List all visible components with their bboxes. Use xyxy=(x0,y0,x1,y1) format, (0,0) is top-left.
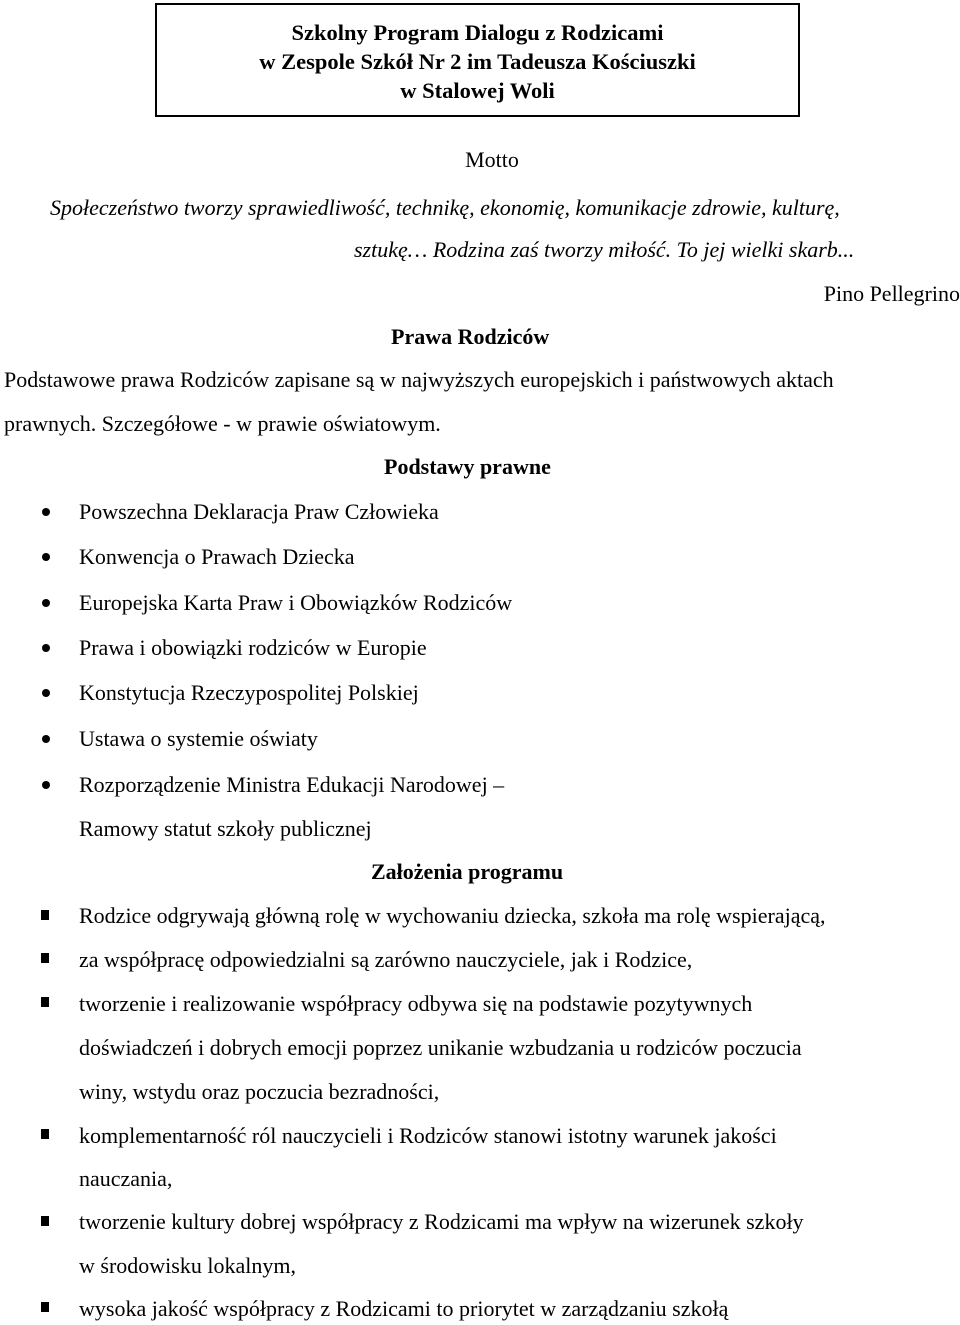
assumption-line: za współpracę odpowiedzialni są zarówno nauczyciele, jak i Rodzice, xyxy=(79,947,693,972)
rights-heading: Prawa Rodziców xyxy=(391,324,550,349)
legal-item: Powszechna Deklaracja Praw Człowieka xyxy=(79,499,439,524)
title-line-2: w Zespole Szkół Nr 2 im Tadeusza Kościuszki xyxy=(259,49,696,74)
bullet-dot-icon xyxy=(42,735,50,743)
assumption-line: tworzenie i realizowanie współpracy odbywa się na podstawie pozytywnych xyxy=(79,991,753,1016)
motto-label: Motto xyxy=(465,147,519,172)
assumption-line-continuation: w środowisku lokalnym, xyxy=(79,1253,296,1278)
legal-item: Konwencja o Prawach Dziecka xyxy=(79,544,355,569)
motto-quote-line-2: sztukę… Rodzina zaś tworzy miłość. To jej wielki skarb... xyxy=(354,237,855,262)
motto-author: Pino Pellegrino xyxy=(823,281,960,306)
bullet-dot-icon xyxy=(42,781,50,789)
bullet-dot-icon xyxy=(42,689,50,697)
assumptions-heading: Założenia programu xyxy=(371,859,564,884)
assumption-line-continuation: nauczania, xyxy=(79,1166,173,1191)
assumption-line: tworzenie kultury dobrej współpracy z Rodzicami ma wpływ na wizerunek szkoły xyxy=(79,1209,804,1234)
legal-item: Europejska Karta Praw i Obowiązków Rodziców xyxy=(79,590,513,615)
bullet-dot-icon xyxy=(42,508,50,516)
bullet-dot-icon xyxy=(42,599,50,607)
legal-item-continuation: Ramowy statut szkoły publicznej xyxy=(79,816,372,841)
title-box xyxy=(155,3,800,117)
bullet-dot-icon xyxy=(42,553,50,561)
bullet-square-icon xyxy=(41,1129,49,1139)
assumption-line-continuation: winy, wstydu oraz poczucia bezradności, xyxy=(79,1079,440,1104)
assumption-line: komplementarność ról nauczycieli i Rodziców stanowi istotny warunek jakości xyxy=(79,1123,777,1148)
bullet-square-icon xyxy=(41,910,49,920)
rights-text-line-2: prawnych. Szczegółowe - w prawie oświatowym. xyxy=(4,411,441,436)
motto-quote-line-1: Społeczeństwo tworzy sprawiedliwość, technikę, ekonomię, komunikacje zdrowie, kulturę, xyxy=(50,195,840,220)
legal-item: Prawa i obowiązki rodziców w Europie xyxy=(79,635,427,660)
bullet-square-icon xyxy=(41,1216,49,1226)
assumption-line-continuation: doświadczeń i dobrych emocji poprzez unikanie wzbudzania u rodziców poczucia xyxy=(79,1035,802,1060)
legal-heading: Podstawy prawne xyxy=(384,454,551,479)
legal-item: Ustawa o systemie oświaty xyxy=(79,726,318,751)
bullet-square-icon xyxy=(41,1302,49,1312)
legal-item: Rozporządzenie Ministra Edukacji Narodowej – xyxy=(79,772,505,797)
bullet-square-icon xyxy=(41,953,49,963)
legal-item: Konstytucja Rzeczypospolitej Polskiej xyxy=(79,680,419,705)
title-line-1: Szkolny Program Dialogu z Rodzicami xyxy=(291,20,664,45)
bullet-dot-icon xyxy=(42,644,50,652)
assumption-line: Rodzice odgrywają główną rolę w wychowaniu dziecka, szkoła ma rolę wspierającą, xyxy=(79,903,826,928)
assumption-line: wysoka jakość współpracy z Rodzicami to priorytet w zarządzaniu szkołą xyxy=(79,1296,729,1321)
rights-text-line-1: Podstawowe prawa Rodziców zapisane są w najwyższych europejskich i państwowych aktach xyxy=(4,367,834,392)
title-line-3: w Stalowej Woli xyxy=(400,78,555,103)
bullet-square-icon xyxy=(41,997,49,1007)
